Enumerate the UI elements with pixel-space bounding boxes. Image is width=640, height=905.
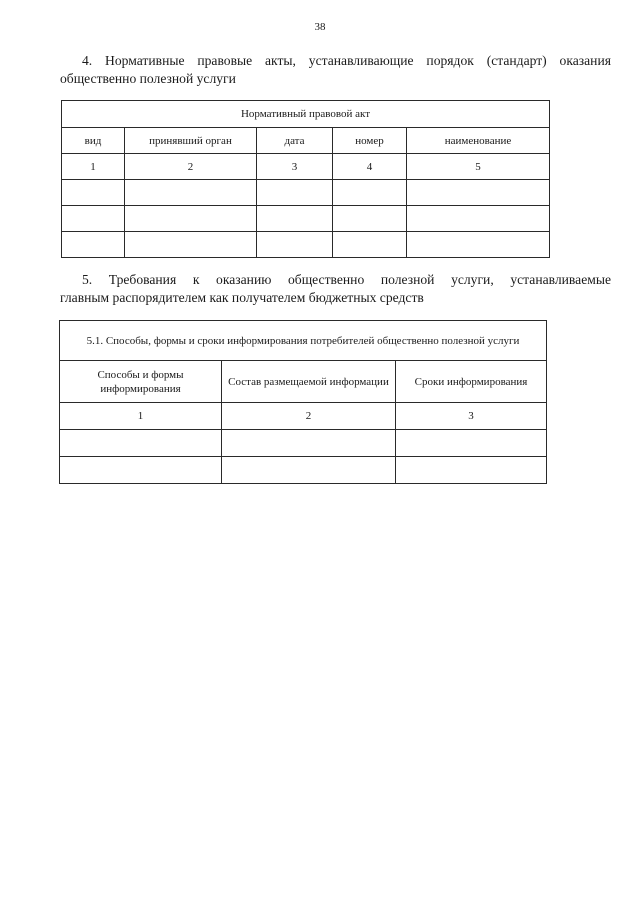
table-row [62,206,550,232]
table-cell [333,206,407,232]
table-cell [333,232,407,258]
table-cell: 3 [257,154,333,180]
table-cell [125,206,257,232]
table-cell [222,457,396,484]
column-header-deadlines: Сроки информирования [396,361,547,403]
table-row [60,403,547,430]
section-4-heading-line1: 4. Нормативные правовые акты, устанавливающие порядок (стандарт) оказания [82,53,611,68]
column-header-type: вид [62,128,125,154]
normative-acts-table-header: Нормативный правовой акт [62,101,550,128]
table-row [60,430,547,457]
table-cell [396,430,547,457]
section-5-heading-line1: 5. Требования к оказанию общественно полезной услуги, устанавливаемые [82,272,611,287]
table-cell [62,206,125,232]
table-cell: 2 [125,154,257,180]
informing-methods-table-title: 5.1. Способы, формы и сроки информирования потребителей общественно полезной услуги [60,321,547,361]
table-cell [60,457,222,484]
table-cell [333,180,407,206]
table-cell: 5 [407,154,550,180]
table-cell [60,430,222,457]
table-cell [396,457,547,484]
section-5-heading-line2: главным распорядителем как получателем бюджетных средств [60,290,424,305]
table-row [62,232,550,258]
column-header-content: Состав размещаемой информации [222,361,396,403]
table-cell [407,206,550,232]
table-cell [257,232,333,258]
table-cell: 1 [62,154,125,180]
column-header-methods: Способы и формы информирования [60,361,222,403]
table-cell: 4 [333,154,407,180]
column-header-name: наименование [407,128,550,154]
section-4-heading [60,52,611,88]
column-header-number: номер [333,128,407,154]
table-cell [257,206,333,232]
normative-acts-table [61,100,550,258]
table-cell [125,232,257,258]
table-cell [257,180,333,206]
table-cell [407,232,550,258]
table-cell [407,180,550,206]
section-4-heading-line2: общественно полезной услуги [60,71,236,86]
informing-methods-table [59,320,547,484]
column-header-date: дата [257,128,333,154]
table-cell [125,180,257,206]
column-header-issuing-body: принявший орган [125,128,257,154]
table-row [62,154,550,180]
table-row [60,457,547,484]
table-cell: 3 [396,403,547,430]
table-cell [222,430,396,457]
table-cell: 2 [222,403,396,430]
table-cell [62,232,125,258]
table-row [62,180,550,206]
page-number: 38 [314,21,326,33]
section-5-heading [60,271,611,307]
table-cell: 1 [60,403,222,430]
table-cell [62,180,125,206]
